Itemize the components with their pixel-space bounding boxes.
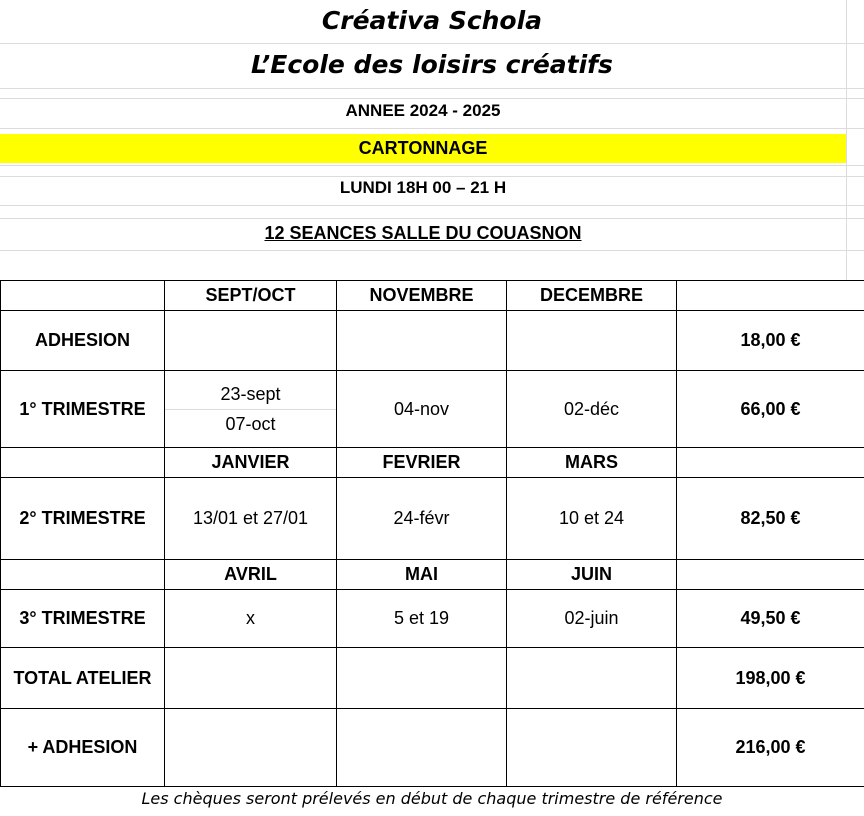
month-header: MARS xyxy=(507,448,677,478)
date-cell: 5 et 19 xyxy=(337,590,507,648)
row-label: TOTAL ATELIER xyxy=(1,648,165,709)
month-header: JUIN xyxy=(507,560,677,590)
price-cell: 216,00 € xyxy=(677,709,864,787)
trimester-2-row xyxy=(1,478,864,560)
row-label: 1° TRIMESTRE xyxy=(1,371,165,448)
plus-adhesion-row xyxy=(1,709,864,787)
row-label: 2° TRIMESTRE xyxy=(1,478,165,560)
adhesion-row xyxy=(1,311,864,371)
month-header-row xyxy=(1,281,864,311)
pricing-table xyxy=(0,280,864,787)
row-label: ADHESION xyxy=(1,311,165,371)
date-cell: 10 et 24 xyxy=(507,478,677,560)
price-cell: 66,00 € xyxy=(677,371,864,448)
date-cell: 02-juin xyxy=(507,590,677,648)
date-cell: 04-nov xyxy=(337,371,507,448)
month-header: DECEMBRE xyxy=(507,281,677,311)
price-cell: 198,00 € xyxy=(677,648,864,709)
subject-title: CARTONNAGE xyxy=(358,138,488,158)
price-cell: 18,00 € xyxy=(677,311,864,371)
trimester-1-row xyxy=(1,371,864,448)
date-cell xyxy=(165,371,337,448)
school-subtitle: L’Ecole des loisirs créatifs xyxy=(251,50,613,79)
sessions-info: 12 SEANCES SALLE DU COUASNON xyxy=(264,223,582,243)
price-cell: 82,50 € xyxy=(677,478,864,560)
month-header: JANVIER xyxy=(165,448,337,478)
date-cell: 24-févr xyxy=(337,478,507,560)
footer-note: Les chèques seront prélevés en début de chaque trimestre de référence xyxy=(141,789,723,808)
row-label: 3° TRIMESTRE xyxy=(1,590,165,648)
price-cell: 49,50 € xyxy=(677,590,864,648)
month-header: NOVEMBRE xyxy=(337,281,507,311)
schedule: LUNDI 18H 00 – 21 H xyxy=(339,178,507,197)
trimester-3-row xyxy=(1,590,864,648)
month-header: AVRIL xyxy=(165,560,337,590)
month-header-row xyxy=(1,448,864,478)
month-header: FEVRIER xyxy=(337,448,507,478)
school-title: Créativa Schola xyxy=(321,6,543,35)
total-row xyxy=(1,648,864,709)
month-header: MAI xyxy=(337,560,507,590)
month-header: SEPT/OCT xyxy=(165,281,337,311)
row-label: + ADHESION xyxy=(1,709,165,787)
date-cell: 02-déc xyxy=(507,371,677,448)
school-year: ANNEE 2024 - 2025 xyxy=(345,101,501,120)
date-cell: 13/01 et 27/01 xyxy=(165,478,337,560)
date-value: 23-sept xyxy=(165,380,336,410)
date-cell: x xyxy=(165,590,337,648)
date-value: 07-oct xyxy=(225,413,276,434)
month-header-row xyxy=(1,560,864,590)
